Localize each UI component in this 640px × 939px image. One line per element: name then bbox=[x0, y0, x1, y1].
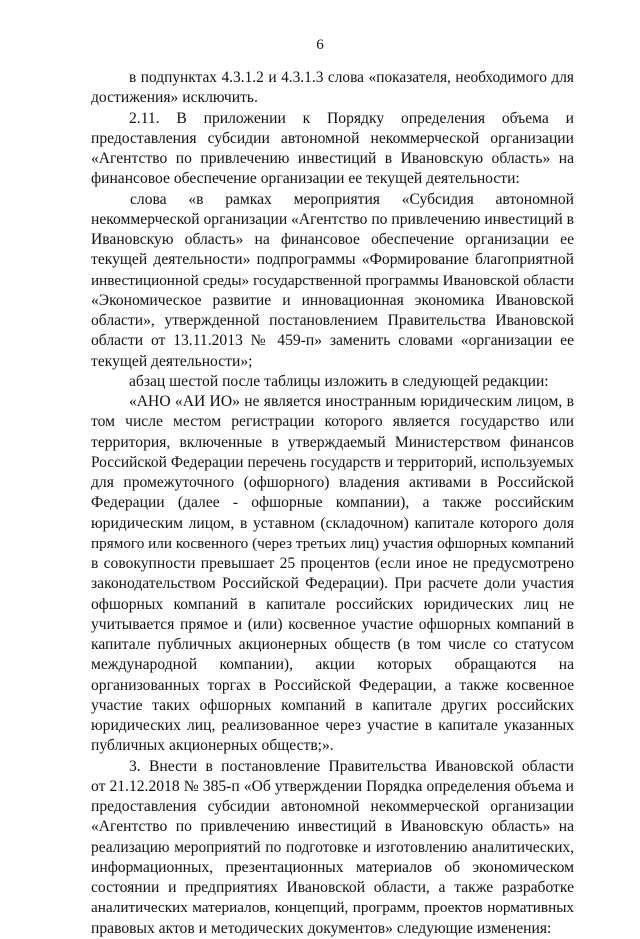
text-line: текущей деятельности» подпрограммы «Формирование благоприятной bbox=[91, 251, 574, 269]
text-line: капитале публичных акционерных обществ (в том числе со статусом bbox=[91, 636, 574, 653]
document-body bbox=[91, 68, 574, 939]
text-line: некоммерческой организации «Агентство по привлечению инвестиций в bbox=[91, 210, 574, 228]
text-line: том числе местом регистрации которого является государство или bbox=[91, 413, 574, 431]
text-line: предоставления субсидии автономной некоммерческой организации bbox=[91, 798, 574, 815]
text-line: «Агентство по привлечению инвестиций в Ивановскую область» на bbox=[91, 150, 574, 167]
text-line: «АНО «АИ ИО» не является иностранным юридическим лицом, в bbox=[129, 393, 574, 410]
text-line: текущей деятельности»; bbox=[91, 352, 253, 370]
text-line: участие таких офшорных компаний в капитале других российских bbox=[91, 696, 574, 714]
text-line: правовых актов и методических документов» следующие изменения: bbox=[91, 919, 552, 937]
text-line: юридических лиц, реализованное через участие в капитале указанных bbox=[91, 717, 574, 734]
text-line: организованных торгах в Российской Федерации, а также косвенное bbox=[91, 676, 574, 694]
text-line: от 21.12.2018 № 385-п «Об утверждении Порядка определения объема и bbox=[91, 777, 574, 795]
text-line: информационных, презентационных материалов об экономическом bbox=[91, 858, 574, 876]
text-line: области от 13.11.2013 № 459-п» заменить словами «организации ее bbox=[91, 332, 574, 350]
text-line: аналитических материалов, концепций, программ, проектов нормативных bbox=[91, 899, 574, 917]
text-line: состоянии и предприятиях Ивановской области, а также разработке bbox=[91, 879, 574, 896]
text-line: для промежуточного (офшорного) владения активами в Российской bbox=[91, 474, 574, 491]
text-line: финансовое обеспечение организации ее текущей деятельности: bbox=[91, 170, 520, 188]
text-line: «Экономическое развитие и инновационная экономика Ивановской bbox=[91, 291, 574, 309]
text-line: Федерации (далее - офшорные компании), а также российским bbox=[91, 494, 574, 512]
text-line: предоставления субсидии автономной некоммерческой организации bbox=[91, 129, 574, 147]
text-line: 2.11. В приложении к Порядку определения объема и bbox=[129, 109, 574, 127]
text-line: «Агентство по привлечению инвестиций в Ивановскую область» на bbox=[91, 818, 574, 836]
text-line: слова «в рамках мероприятия «Субсидия автономной bbox=[130, 190, 574, 208]
page-number: 6 bbox=[316, 37, 324, 53]
text-line: абзац шестой после таблицы изложить в следующей редакции: bbox=[129, 372, 549, 390]
text-line: Российской Федерации перечень государств и территорий, используемых bbox=[91, 453, 574, 471]
text-line: офшорных компаний в капитале российских юридических лиц не bbox=[91, 595, 574, 613]
text-line: законодательством Российской Федерации). При расчете доли участия bbox=[91, 575, 574, 593]
text-line: в совокупности превышает 25 процентов (если иное не предусмотрено bbox=[91, 555, 574, 572]
text-line: юридическим лицом, в уставном (складочном) капитале которого доля bbox=[91, 514, 574, 532]
text-line: прямого или косвенного (через третьих лиц) участия офшорных компаний bbox=[91, 534, 574, 552]
text-line: Ивановскую область» на финансовое обеспечение организации ее bbox=[91, 231, 574, 248]
text-line: международной компании), акции которых обращаются на bbox=[91, 656, 574, 674]
text-line: территория, включенные в утверждаемый Министерством финансов bbox=[91, 433, 574, 451]
text-line: учитывается прямое и (или) косвенное участие офшорных компаний в bbox=[91, 615, 574, 633]
text-line: публичных акционерных обществ;». bbox=[91, 737, 334, 755]
text-line: 3. Внести в постановление Правительства Ивановской области bbox=[129, 757, 574, 775]
text-line: достижения» исключить. bbox=[91, 89, 258, 107]
text-line: в подпунктах 4.3.1.2 и 4.3.1.3 слова «показателя, необходимого для bbox=[129, 69, 574, 86]
text-line: инвестиционной среды» государственной программы Ивановской области bbox=[91, 271, 574, 289]
text-line: реализацию мероприятий по подготовке и изготовлению аналитических, bbox=[91, 838, 574, 856]
text-line: области», утвержденной постановлением Правительства Ивановской bbox=[91, 312, 574, 329]
